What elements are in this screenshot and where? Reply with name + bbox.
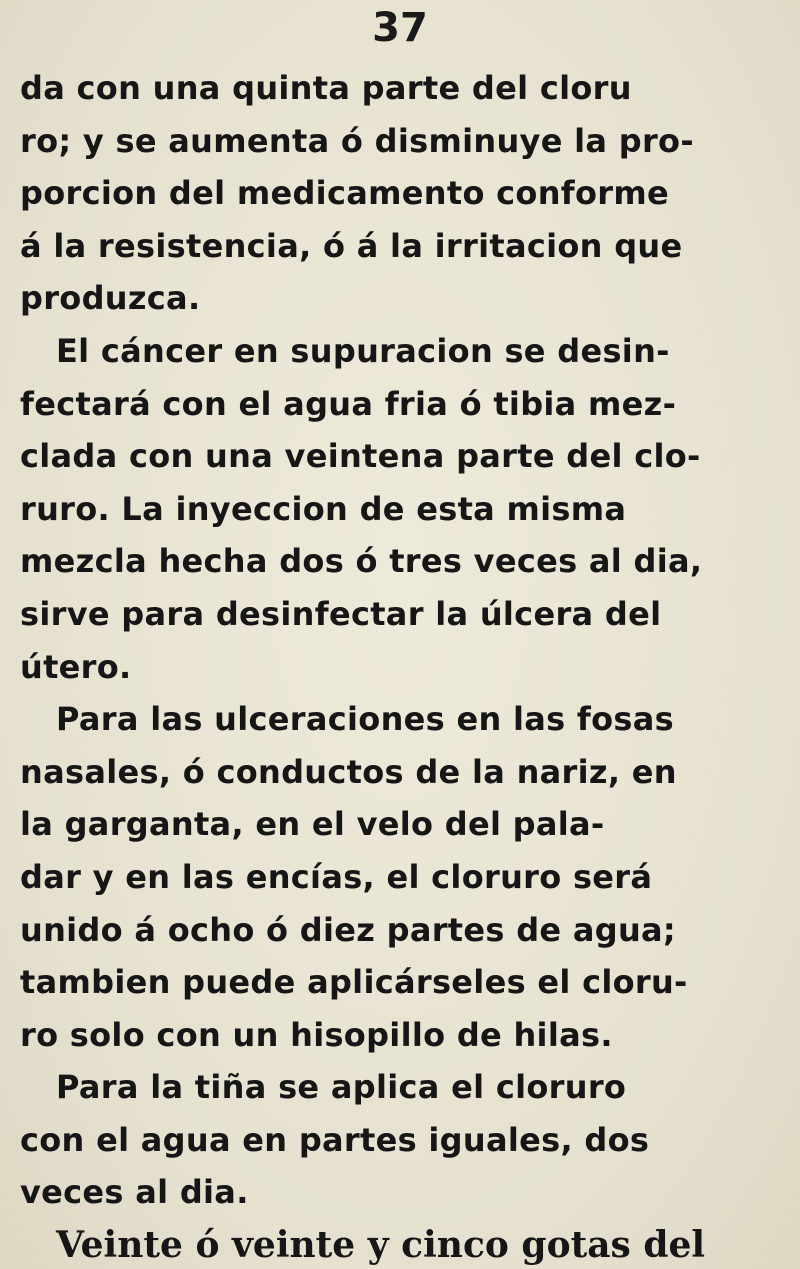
text-line: á la resistencia, ó á la irritacion que	[20, 226, 683, 265]
text-line: unido á ocho ó diez partes de agua;	[20, 910, 677, 949]
text-line: tambien puede aplicárseles el cloru-	[20, 963, 688, 1002]
paragraph-start-line: Para la tiña se aplica el cloruro	[56, 1068, 627, 1107]
text-line: mezcla hecha dos ó tres veces al dia,	[20, 542, 703, 581]
text-line: dar y en las encías, el cloruro será	[20, 857, 653, 896]
page-number: 37	[372, 5, 428, 51]
text-line: fectará con el agua fria ó tibia mez-	[20, 384, 677, 423]
text-line: útero.	[20, 647, 132, 686]
text-line: ro solo con un hisopillo de hilas.	[20, 1015, 613, 1054]
paragraph-start-line: Veinte ó veinte y cinco gotas del	[56, 1224, 706, 1267]
text-line: produzca.	[20, 279, 201, 318]
text-line: la garganta, en el velo del pala-	[20, 805, 605, 844]
text-line: veces al dia.	[20, 1173, 249, 1212]
text-line: da con una quinta parte del cloru	[20, 69, 632, 107]
text-line: ruro. La inyeccion de esta misma	[20, 489, 627, 528]
text-line: clada con una veintena parte del clo-	[20, 437, 701, 476]
paragraph-start-line: Para las ulceraciones en las fosas	[56, 700, 675, 739]
text-line: sirve para desinfectar la úlcera del	[20, 594, 662, 633]
text-line: ro; y se aumenta ó disminuye la pro-	[20, 121, 694, 160]
text-line: con el agua en partes iguales, dos	[20, 1120, 650, 1159]
text-line: porcion del medicamento conforme	[20, 174, 670, 213]
paragraph-start-line: El cáncer en supuracion se desin-	[56, 331, 670, 370]
text-line: nasales, ó conductos de la nariz, en	[20, 752, 677, 791]
body-text	[20, 62, 786, 1269]
